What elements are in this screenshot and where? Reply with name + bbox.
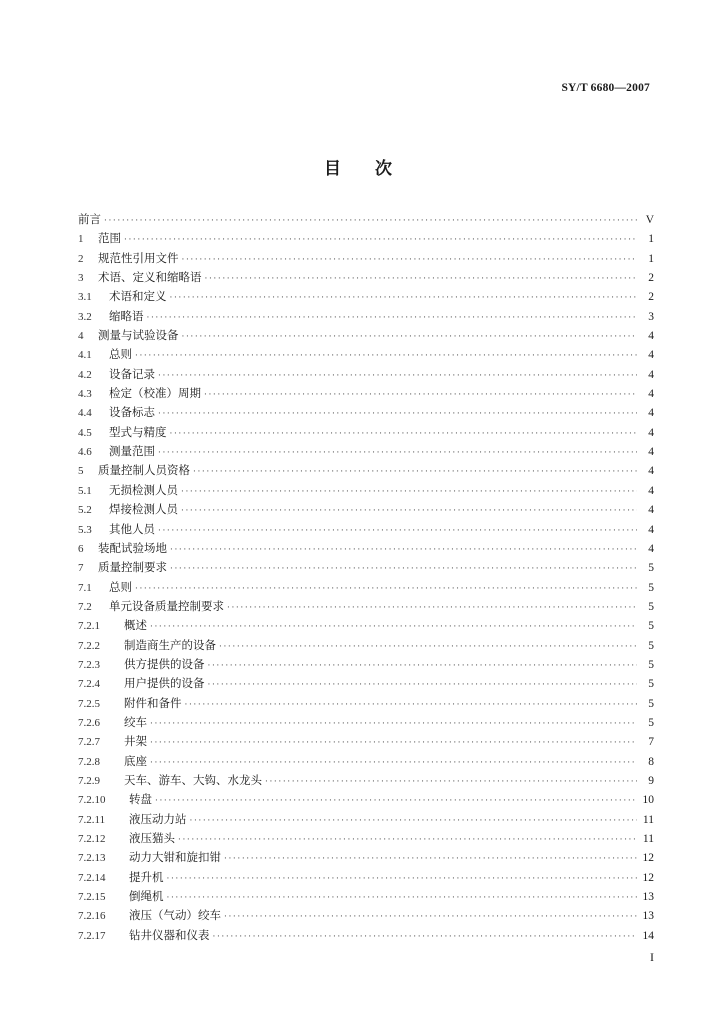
toc-leader-dots — [158, 444, 637, 463]
toc-entry-page: 5 — [648, 658, 654, 671]
toc-entry[interactable] — [78, 384, 654, 403]
toc-entry-title: 单元设备质量控制要求 — [109, 598, 224, 613]
toc-entry-page: 4 — [648, 465, 654, 478]
toc-leader-dots — [170, 425, 638, 444]
toc-leader-dots — [147, 309, 638, 328]
toc-entry-page: 5 — [648, 639, 654, 652]
toc-entry-page: 4 — [648, 523, 654, 536]
toc-leader-dots — [205, 270, 638, 289]
toc-entry[interactable] — [78, 829, 654, 848]
toc-entry-number: 6 — [78, 542, 84, 555]
toc-entry-page: 5 — [648, 678, 654, 691]
toc-entry[interactable] — [78, 326, 654, 345]
toc-entry-title: 术语、定义和缩略语 — [98, 270, 202, 285]
toc-entry-number: 7.2.17 — [78, 929, 106, 942]
toc-entry-title: 质量控制要求 — [98, 560, 167, 575]
toc-leader-dots — [265, 773, 637, 792]
toc-leader-dots — [170, 541, 637, 560]
toc-entry-page: 5 — [648, 581, 654, 594]
toc-entry-number: 3 — [78, 272, 84, 285]
toc-entry-title: 供方提供的设备 — [124, 656, 205, 671]
toc-entry-title: 附件和备件 — [124, 695, 182, 710]
toc-entry-page: 4 — [648, 388, 654, 401]
toc-entry[interactable] — [78, 810, 654, 829]
toc-leader-dots — [135, 347, 637, 366]
toc-entry-number: 7.2.4 — [78, 678, 100, 691]
toc-entry-number: 4 — [78, 330, 84, 343]
toc-entry-page: 10 — [642, 794, 654, 807]
toc-entry[interactable] — [78, 423, 654, 442]
toc-leader-dots — [181, 502, 637, 521]
toc-entry[interactable] — [78, 752, 654, 771]
toc-leader-dots — [185, 696, 638, 715]
toc-entry-title: 缩略语 — [109, 308, 144, 323]
toc-entry[interactable] — [78, 713, 654, 732]
toc-entry-title: 用户提供的设备 — [124, 676, 205, 691]
toc-entry-page: 1 — [648, 252, 654, 265]
toc-entry-page: 14 — [642, 929, 654, 942]
toc-entry-title: 设备标志 — [109, 405, 155, 420]
toc-entry[interactable] — [78, 906, 654, 925]
toc-entry[interactable] — [78, 229, 654, 248]
toc-entry-number: 5.3 — [78, 523, 92, 536]
toc-entry-page: 13 — [642, 891, 654, 904]
toc-leader-dots — [170, 560, 637, 579]
toc-entry[interactable] — [78, 461, 654, 480]
toc-entry-number: 5.2 — [78, 504, 92, 517]
toc-entry-page: 13 — [642, 910, 654, 923]
toc-entry[interactable] — [78, 694, 654, 713]
toc-entry-number: 7.2.5 — [78, 697, 100, 710]
toc-entry-title: 总则 — [109, 579, 132, 594]
toc-entry-number: 7.2.14 — [78, 871, 106, 884]
toc-entry-page: 2 — [648, 272, 654, 285]
toc-leader-dots — [213, 928, 638, 947]
toc-entry[interactable] — [78, 307, 654, 326]
toc-entry-number: 7.2.10 — [78, 794, 106, 807]
toc-entry[interactable] — [78, 674, 654, 693]
toc-entry-page: 4 — [648, 330, 654, 343]
toc-entry-title: 概述 — [124, 618, 147, 633]
toc-entry-number: 7 — [78, 562, 84, 575]
toc-entry-title: 转盘 — [129, 792, 152, 807]
toc-entry-page: 5 — [648, 620, 654, 633]
toc-leader-dots — [150, 734, 637, 753]
toc-entry[interactable] — [78, 616, 654, 635]
toc-entry[interactable] — [78, 268, 654, 287]
toc-entry-page: 5 — [648, 697, 654, 710]
toc-entry-number: 7.2.11 — [78, 813, 106, 826]
toc-entry-title: 测量与试验设备 — [98, 328, 179, 343]
toc-leader-dots — [167, 889, 638, 908]
toc-entry[interactable] — [78, 249, 654, 268]
toc-leader-dots — [124, 231, 637, 250]
toc-leader-dots — [224, 850, 637, 869]
toc-leader-dots — [167, 870, 638, 889]
standard-code: SY/T 6680—2007 — [561, 82, 650, 94]
toc-entry-number: 4.6 — [78, 446, 92, 459]
toc-entry-page: 1 — [648, 233, 654, 246]
toc-entry-title: 总则 — [109, 347, 132, 362]
toc-entry-number: 3.1 — [78, 291, 92, 304]
toc-entry-title: 其他人员 — [109, 521, 155, 536]
toc-entry-title: 检定（校准）周期 — [109, 386, 201, 401]
toc-entry-number: 7.2 — [78, 600, 92, 613]
toc-entry-page: 4 — [648, 504, 654, 517]
toc-entry-number: 7.2.8 — [78, 755, 100, 768]
toc-entry[interactable] — [78, 771, 654, 790]
toc-entry-number: 4.2 — [78, 368, 92, 381]
toc-leader-dots — [158, 405, 637, 424]
toc-entry-number: 3.2 — [78, 310, 92, 323]
toc-entry-number: 4.1 — [78, 349, 92, 362]
toc-entry-page: 4 — [648, 407, 654, 420]
toc-entry-page: 4 — [648, 349, 654, 362]
toc-entry[interactable] — [78, 210, 654, 229]
toc-entry-title: 质量控制人员资格 — [98, 463, 190, 478]
toc-entry[interactable] — [78, 500, 654, 519]
toc-entry-page: 5 — [648, 716, 654, 729]
toc-entry-page: 9 — [648, 774, 654, 787]
toc-entry-title: 型式与精度 — [109, 424, 167, 439]
toc-entry[interactable] — [78, 887, 654, 906]
toc-leader-dots — [193, 463, 637, 482]
toc-entry-number: 7.1 — [78, 581, 92, 594]
toc-leader-dots — [224, 908, 637, 927]
toc-entry-page: 7 — [648, 736, 654, 749]
toc-entry-page: 4 — [648, 368, 654, 381]
toc-entry[interactable] — [78, 442, 654, 461]
toc-leader-dots — [155, 792, 637, 811]
toc-leader-dots — [181, 483, 637, 502]
toc-entry-page: 2 — [648, 291, 654, 304]
toc-entry-page: 4 — [648, 446, 654, 459]
toc-entry-number: 7.2.15 — [78, 891, 106, 904]
toc-entry[interactable] — [78, 481, 654, 500]
toc-entry-title: 测量范围 — [109, 444, 155, 459]
toc-entry-number: 7.2.12 — [78, 833, 106, 845]
toc-entry-title: 液压（气动）绞车 — [129, 908, 221, 923]
toc-entry-number: 7.2.13 — [78, 852, 106, 865]
toc-entry-number: 7.2.6 — [78, 716, 100, 729]
toc-entry[interactable] — [78, 558, 654, 577]
toc-entry-page: 3 — [648, 310, 654, 323]
toc-leader-dots — [219, 638, 637, 657]
toc-entry-page: 4 — [648, 484, 654, 497]
toc-entry-title: 提升机 — [129, 869, 164, 884]
toc-entry-page: 12 — [642, 852, 654, 865]
toc-entry[interactable] — [78, 287, 654, 306]
toc-entry-number: 7.2.7 — [78, 736, 100, 749]
toc-entry-title: 装配试验场地 — [98, 540, 167, 555]
toc-entry-title: 井架 — [124, 734, 147, 749]
toc-entry-title: 规范性引用文件 — [98, 250, 179, 265]
page-number: I — [650, 950, 654, 964]
toc-entry[interactable] — [78, 655, 654, 674]
toc-entry-number: 2 — [78, 252, 84, 265]
toc-entry[interactable] — [78, 345, 654, 364]
toc-entry-page: 11 — [642, 833, 654, 845]
toc-entry-title: 焊接检测人员 — [109, 502, 178, 517]
toc-entry-title: 范围 — [98, 231, 121, 246]
toc-entry-page: 5 — [648, 562, 654, 575]
toc-leader-dots — [178, 831, 637, 850]
table-of-contents — [78, 210, 654, 945]
toc-entry[interactable] — [78, 403, 654, 422]
toc-entry-number: 4.5 — [78, 426, 92, 439]
toc-entry-title: 绞车 — [124, 714, 147, 729]
toc-leader-dots — [104, 212, 637, 231]
toc-entry-page: V — [645, 214, 654, 226]
toc-entry-page: 5 — [648, 600, 654, 613]
toc-entry-page: 11 — [642, 813, 654, 826]
toc-entry-title: 底座 — [124, 753, 147, 768]
toc-entry-title: 前言 — [78, 212, 101, 226]
toc-entry-number: 7.2.2 — [78, 639, 100, 652]
toc-entry-title: 液压猫头 — [129, 831, 175, 845]
toc-title: 目次 — [324, 159, 426, 179]
toc-entry-title: 设备记录 — [109, 366, 155, 381]
toc-entry-page: 4 — [648, 426, 654, 439]
toc-leader-dots — [182, 251, 638, 270]
toc-entry[interactable] — [78, 848, 654, 867]
toc-leader-dots — [190, 812, 638, 831]
toc-entry-number: 4.3 — [78, 388, 92, 401]
toc-entry-page: 4 — [648, 542, 654, 555]
toc-entry-page: 12 — [642, 871, 654, 884]
toc-leader-dots — [208, 676, 638, 695]
toc-entry-number: 7.2.3 — [78, 658, 100, 671]
toc-entry-number: 7.2.1 — [78, 620, 100, 633]
toc-entry-number: 5.1 — [78, 484, 92, 497]
toc-entry[interactable] — [78, 365, 654, 384]
toc-entry-title: 钻井仪器和仪表 — [129, 927, 210, 942]
toc-entry-title: 倒绳机 — [129, 889, 164, 904]
toc-entry[interactable] — [78, 597, 654, 616]
toc-entry-title: 术语和定义 — [109, 289, 167, 304]
toc-entry-title: 液压动力站 — [129, 811, 187, 826]
toc-leader-dots — [208, 657, 638, 676]
toc-leader-dots — [158, 522, 637, 541]
toc-entry[interactable] — [78, 539, 654, 558]
toc-entry-title: 制造商生产的设备 — [124, 637, 216, 652]
toc-entry-number: 7.2.9 — [78, 774, 100, 787]
toc-leader-dots — [158, 367, 637, 386]
toc-entry[interactable] — [78, 790, 654, 809]
toc-leader-dots — [204, 386, 637, 405]
toc-entry[interactable] — [78, 732, 654, 751]
toc-entry[interactable] — [78, 520, 654, 539]
toc-entry-title: 无损检测人员 — [109, 482, 178, 497]
toc-entry-number: 7.2.16 — [78, 910, 106, 923]
toc-entry-title: 动力大钳和旋扣钳 — [129, 850, 221, 865]
toc-leader-dots — [182, 328, 638, 347]
toc-entry[interactable] — [78, 636, 654, 655]
toc-entry[interactable] — [78, 926, 654, 945]
toc-entry-number: 4.4 — [78, 407, 92, 420]
toc-leader-dots — [150, 618, 637, 637]
toc-entry[interactable] — [78, 578, 654, 597]
toc-entry-title: 天车、游车、大钩、水龙头 — [124, 772, 262, 787]
toc-leader-dots — [227, 599, 637, 618]
toc-entry-number: 5 — [78, 465, 84, 478]
toc-entry-page: 8 — [648, 755, 654, 768]
toc-entry-number: 1 — [78, 233, 84, 246]
toc-leader-dots — [150, 715, 637, 734]
toc-entry[interactable] — [78, 868, 654, 887]
toc-leader-dots — [170, 289, 638, 308]
